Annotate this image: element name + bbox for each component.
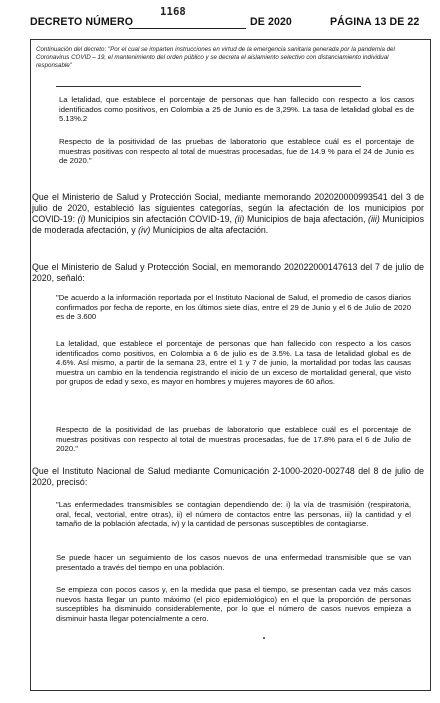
paragraph-letalidad-julio: La letalidad, que establece el porcentaje de personas que han fallecido con respecto a los casos identificados como positivos, en Colombia a 6 de julio es de 3.5%. La tasa de letalidad global es de 4.6%. Así mismo, a partir de la semana 23, entre el 1 y 7 de junio, la mortalidad por todas las causas muestra un cambio en la tendencia registrando el inicio de un exceso de mortalidad general, que visto por grupos de edad y sexo, es mayor en hombres y mujeres mayores de 60 años. <box>56 339 411 387</box>
paragraph-ins-comunicacion: Que el Instituto Nacional de Salud mediante Comunicación 2-1000-2020-002748 del 8 de julio de 2020, precisó: <box>32 466 424 488</box>
page-number: PÁGINA 13 DE 22 <box>330 16 420 28</box>
paragraph-enfermedades-transmisibles: "Las enfermedades transmisibles se contagian dependiendo de: i) la vía de trasmisión (respiratoria, oral, fecal, vectorial, entre otras), ii) el número de contactos entre las personas, iii) la cantidad y el tamaño de la población afectada, iv) y la cantidad de personas susceptibles de contagiarse. <box>56 500 411 529</box>
decreto-number-line <box>129 28 246 29</box>
paragraph-positividad-junio: Respecto de la positividad de las pruebas de laboratorio que establece cuál es el porcentaje de muestras positivas con respecto al total de muestras procesadas, fue de 14.9 % para el 24 de Junio es de 2020." <box>59 137 414 166</box>
continuation-note: Continuación del decreto: "Por el cual se imparten instrucciones en virtud de la emergencia sanitaria generada por la pandemia del Coronavirus COVID – 19, el mantenimiento del orden público y se decreta el aislamiento selectivo con distanciamiento individual responsable" <box>36 46 395 69</box>
paragraph-positividad-julio: Respecto de la positividad de las pruebas de laboratorio que establece cuál es el porcentaje de muestras positivas con respecto al total de muestras procesadas, fue de 17.8% para el 6 de Julio de 2020." <box>56 425 411 454</box>
page-header <box>30 6 430 32</box>
paragraph-casos-diarios: "De acuerdo a la información reportada por el Instituto Nacional de Salud, el promedio de casos diarios confirmados por fecha de reporte, en los últimos siete días, entre el 29 de Junio y el 6 de Julio de 2020 es de 3.600 <box>56 293 411 322</box>
decreto-number: 1168 <box>160 6 186 18</box>
paragraph-letalidad-junio: La letalidad, que establece el porcentaje de personas que han fallecido con respecto a los casos identificados como positivos, en Colombia a 25 de Junio es de 3,29%. La tasa de letalidad global es de 5.13%.2 <box>59 95 414 124</box>
separator-line <box>56 86 361 87</box>
paragraph-seguimiento-casos: Se puede hacer un seguimiento de los casos nuevos de una enfermedad transmisible que se van presentado a través del tiempo en una población. <box>56 553 411 572</box>
paragraph-pico-epidemiologico: Se empieza con pocos casos y, en la medida que pasa el tiempo, se presentan cada vez más casos nuevos hasta llegar un punto máximo (el pico epidemiológico) en el que la proporción de personas susceptibles ha disminuido considerablemente, por lo que el número de casos nuevos empieza a disminuir hasta llegar potencialmente a cero. <box>56 585 411 623</box>
decreto-year: DE 2020 <box>250 16 292 28</box>
paragraph-memorando-julio: Que el Ministerio de Salud y Protección Social, en memorando 202022000147613 del 7 de julio de 2020, señaló: <box>32 262 424 284</box>
decreto-label: DECRETO NÚMERO <box>30 16 134 28</box>
stray-mark <box>263 637 265 639</box>
paragraph-memorando-categorias: Que el Ministerio de Salud y Protección Social, mediante memorando 202020000993541 del 3 de julio de 2020, estableció las siguientes categorías, según la afectación de los municipios por COVID-19: (i) Municipios sin afectación COVID-19, (ii) Municipios de baja afectación, (iii) Municipios de moderada afectación, y (iv) Municipios de alta afectación. <box>32 192 424 236</box>
